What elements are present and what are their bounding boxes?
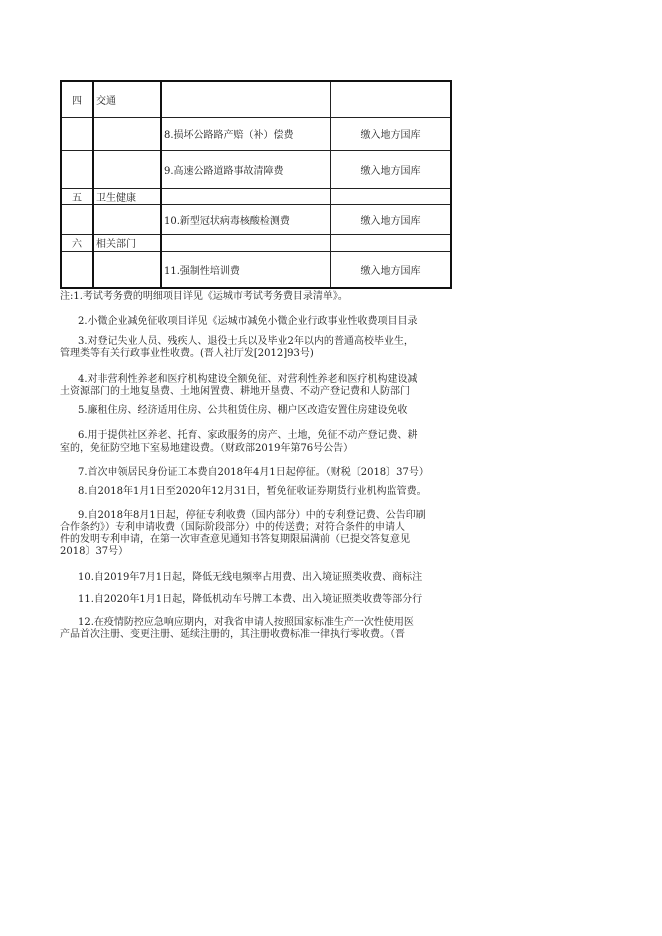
row-item: 11.强制性培训费 <box>161 251 331 288</box>
note-line: 8.自2018年1月1日至2020年12月31日，暂免征收证券期货行业机构监管费。 <box>78 486 427 497</box>
row-item: 8.损坏公路路产赔（补）偿费 <box>161 117 331 150</box>
row-category: 交通 <box>93 81 161 117</box>
note-line: 7.首次申领居民身份证工本费自2018年4月1日起停征。（财税〔2018〕37号） <box>78 467 429 478</box>
note-line: 9.自2018年8月1日起，停征专利收费（国内部分）中的专利登记费、公告印刷 <box>78 510 426 521</box>
note-line: 11.自2020年1月1日起，降低机动车号牌工本费、出入境证照类收费等部分行 <box>78 594 423 605</box>
table-row <box>61 117 451 150</box>
row-number: 四 <box>61 81 93 117</box>
note-line: 件的发明专利申请，在第一次审查意见通知书答复期限届满前（已提交答复意见 <box>60 534 410 545</box>
note-line: 2.小微企业减免征收项目详见《运城市减免小微企业行政事业性收费项目目录 <box>78 316 418 327</box>
row-number <box>61 204 93 234</box>
row-item <box>161 234 331 251</box>
row-number <box>61 150 93 188</box>
row-item: 9.高速公路道路事故清障费 <box>161 150 331 188</box>
table-row <box>61 81 451 117</box>
table-row <box>61 204 451 234</box>
row-number <box>61 251 93 288</box>
row-category <box>93 117 161 150</box>
row-category <box>93 150 161 188</box>
row-destination <box>331 81 452 117</box>
table-row <box>61 251 451 288</box>
note-line: 5.廉租住房、经济适用住房、公共租赁住房、棚户区改造安置住房建设免收 <box>78 405 408 416</box>
note-line: 6.用于提供社区养老、托育、家政服务的房产、土地，免征不动产登记费、耕 <box>78 430 418 441</box>
row-item <box>161 81 331 117</box>
table-row <box>61 150 451 188</box>
table-row <box>61 234 451 251</box>
row-number: 六 <box>61 234 93 251</box>
notes-section <box>60 290 447 650</box>
row-number <box>61 117 93 150</box>
row-destination <box>331 188 452 204</box>
row-category <box>93 204 161 234</box>
note-line: 管理类等有关行政事业性收费。(晋人社厅发[2012]93号) <box>60 348 314 359</box>
row-destination: 缴入地方国库 <box>331 251 452 288</box>
note-line: 土资源部门的土地复垦费、土地闲置费、耕地开垦费、不动产登记费和人防部门 <box>60 386 410 397</box>
note-line: 4.对非营利性养老和医疗机构建设全额免征、对营利性养老和医疗机构建设减 <box>78 374 418 385</box>
note-line: 合作条约》）专利申请收费（国际阶段部分）中的传送费；对符合条件的申请人 <box>60 522 405 533</box>
note-line: 室的，免征防空地下室易地建设费。（财政部2019年第76号公告） <box>60 443 354 454</box>
note-line: 产品首次注册、变更注册、延续注册的，其注册收费标准一律执行零收费。（晋 <box>60 629 405 640</box>
note-line: 2018〕37号） <box>60 546 129 557</box>
fee-table <box>60 80 452 289</box>
row-number: 五 <box>61 188 93 204</box>
note-line: 注:1.考试考务费的明细项目详见《运城市考试考务费目录清单》。 <box>60 291 348 302</box>
note-line: 3.对登记失业人员、残疾人、退役士兵以及毕业2年以内的普通高校毕业生， <box>78 336 414 347</box>
row-item <box>161 188 331 204</box>
row-category: 相关部门 <box>93 234 161 251</box>
row-destination: 缴入地方国库 <box>331 150 452 188</box>
note-line: 12.在疫情防控应急响应期内，对我省申请人按照国家标准生产一次性使用医 <box>78 617 414 628</box>
row-category <box>93 251 161 288</box>
note-line: 10.自2019年7月1日起，降低无线电频率占用费、出入境证照类收费、商标注 <box>78 572 423 583</box>
row-category: 卫生健康 <box>93 188 161 204</box>
row-destination: 缴入地方国库 <box>331 117 452 150</box>
row-item: 10.新型冠状病毒核酸检测费 <box>161 204 331 234</box>
row-destination <box>331 234 452 251</box>
row-destination: 缴入地方国库 <box>331 204 452 234</box>
table-row <box>61 188 451 204</box>
